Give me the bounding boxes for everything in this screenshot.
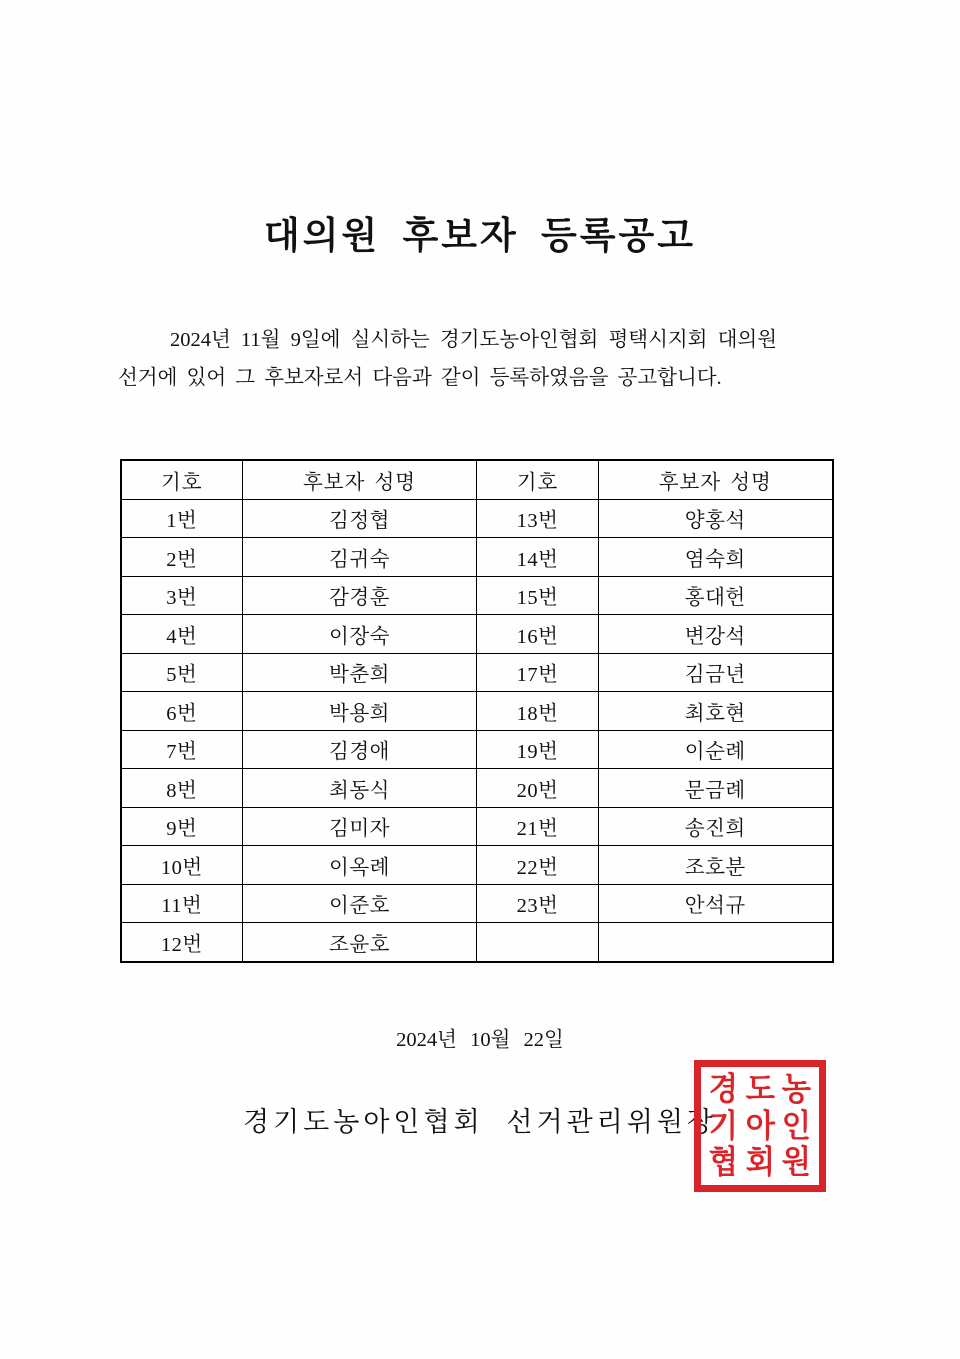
table-cell-name: 이준호 — [242, 884, 477, 923]
table-row — [121, 923, 833, 962]
table-cell-name: 감경훈 — [242, 576, 477, 615]
table-cell-name: 박용희 — [242, 692, 477, 731]
table-cell-name: 안석규 — [598, 884, 833, 923]
table-cell-name: 이장숙 — [242, 615, 477, 654]
table-cell-number: 6번 — [121, 692, 242, 731]
candidate-table — [120, 459, 834, 963]
table-cell-empty — [477, 923, 598, 962]
seal-character: 회 — [745, 1144, 775, 1180]
table-row — [121, 615, 833, 654]
table-cell-number: 17번 — [477, 653, 598, 692]
table-cell-name: 김경애 — [242, 730, 477, 769]
issue-date: 2024년 10월 22일 — [396, 1029, 564, 1051]
table-cell-name: 이옥례 — [242, 846, 477, 885]
table-cell-name: 이순례 — [598, 730, 833, 769]
seal-character: 아 — [745, 1107, 775, 1144]
table-row — [121, 538, 833, 577]
column-header-name-left: 후보자 성명 — [242, 460, 477, 499]
table-row — [121, 884, 833, 923]
table-cell-number: 10번 — [121, 846, 242, 885]
table-row — [121, 576, 833, 615]
table-cell-number: 2번 — [121, 538, 242, 577]
table-header-row — [121, 460, 833, 499]
table-row — [121, 653, 833, 692]
table-row — [121, 692, 833, 731]
table-cell-number: 12번 — [121, 923, 242, 962]
table-cell-name: 김금년 — [598, 653, 833, 692]
issuer-signature: 경기도농아인협회 선거관리위원장 — [243, 1107, 717, 1137]
table-row — [121, 846, 833, 885]
table-cell-name: 김미자 — [242, 807, 477, 846]
seal-character: 협 — [708, 1144, 738, 1180]
table-cell-number: 14번 — [477, 538, 598, 577]
table-cell-number: 3번 — [121, 576, 242, 615]
table-cell-name: 문금례 — [598, 769, 833, 808]
table-row — [121, 499, 833, 538]
table-cell-number: 9번 — [121, 807, 242, 846]
table-cell-number: 11번 — [121, 884, 242, 923]
table-cell-number: 4번 — [121, 615, 242, 654]
table-cell-name: 염숙희 — [598, 538, 833, 577]
table-cell-name: 변강석 — [598, 615, 833, 654]
table-cell-name: 최동식 — [242, 769, 477, 808]
table-cell-number: 20번 — [477, 769, 598, 808]
table-cell-number: 23번 — [477, 884, 598, 923]
table-cell-name: 김정협 — [242, 499, 477, 538]
seal-characters — [705, 1071, 815, 1181]
table-cell-empty — [598, 923, 833, 962]
official-seal-stamp-icon — [694, 1060, 826, 1192]
table-cell-name: 조윤호 — [242, 923, 477, 962]
seal-character: 원 — [782, 1144, 812, 1180]
table-cell-number: 7번 — [121, 730, 242, 769]
table-row — [121, 807, 833, 846]
intro-line-2: 선거에 있어 그 후보자로서 다음과 같이 등록하였음을 공고합니다. — [118, 366, 722, 389]
table-cell-name: 최호현 — [598, 692, 833, 731]
table-cell-number: 15번 — [477, 576, 598, 615]
table-cell-name: 양홍석 — [598, 499, 833, 538]
table-cell-name: 홍대헌 — [598, 576, 833, 615]
table-cell-number: 21번 — [477, 807, 598, 846]
candidate-table-container — [120, 459, 834, 963]
table-cell-number: 18번 — [477, 692, 598, 731]
table-cell-number: 5번 — [121, 653, 242, 692]
table-cell-number: 16번 — [477, 615, 598, 654]
table-cell-number: 1번 — [121, 499, 242, 538]
seal-character: 도 — [745, 1071, 775, 1107]
table-row — [121, 730, 833, 769]
table-cell-name: 박춘희 — [242, 653, 477, 692]
table-cell-name: 김귀숙 — [242, 538, 477, 577]
table-cell-number: 22번 — [477, 846, 598, 885]
column-header-name-right: 후보자 성명 — [598, 460, 833, 499]
seal-character: 농 — [782, 1071, 812, 1107]
page-title: 대의원 후보자 등록공고 — [264, 216, 696, 257]
table-cell-number: 19번 — [477, 730, 598, 769]
intro-line-1: 2024년 11월 9일에 실시하는 경기도농아인협회 평택시지회 대의원 — [170, 329, 778, 351]
table-row — [121, 769, 833, 808]
column-header-number-right: 기호 — [477, 460, 598, 499]
seal-character: 경 — [708, 1071, 738, 1107]
seal-character: 인 — [782, 1107, 812, 1144]
table-cell-number: 13번 — [477, 499, 598, 538]
intro-paragraph — [118, 322, 842, 398]
table-cell-number: 8번 — [121, 769, 242, 808]
table-cell-name: 조호분 — [598, 846, 833, 885]
column-header-number-left: 기호 — [121, 460, 242, 499]
seal-character: 기 — [708, 1107, 738, 1144]
table-cell-name: 송진희 — [598, 807, 833, 846]
